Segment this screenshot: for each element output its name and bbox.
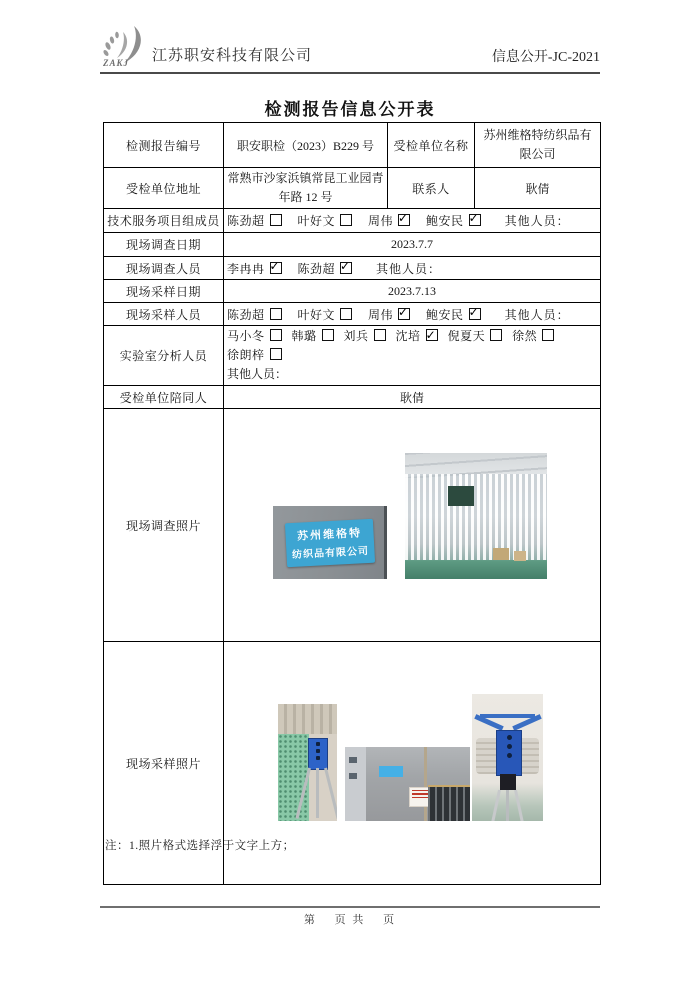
client-address-label: 受检单位地址 [104, 168, 224, 209]
escort-label: 受检单位陪同人 [104, 386, 224, 409]
row-sampling-date [104, 280, 601, 303]
window [349, 757, 357, 763]
person-name: 徐然 [512, 329, 538, 343]
person-name: 周伟 [368, 307, 394, 322]
person-name: 徐朗梓 [227, 348, 265, 362]
person-item [298, 212, 353, 229]
client-address-value: 常熟市沙家浜镇常昆工业园青年路 12 号 [224, 168, 388, 209]
tech-team-members [224, 209, 601, 233]
checkbox [426, 329, 438, 341]
checkbox [398, 214, 410, 226]
checkbox [270, 262, 282, 274]
other-personnel-label: 其他人员： [504, 307, 570, 322]
row-survey-staff [104, 257, 601, 280]
checkbox [469, 214, 481, 226]
person-item [426, 212, 481, 229]
barred-window [428, 785, 471, 821]
other-personnel-label: 其他人员： [227, 367, 288, 381]
row-survey-date [104, 233, 601, 257]
lab-staff-label: 实验室分析人员 [104, 326, 224, 386]
person-item [344, 327, 386, 346]
survey-date-label: 现场调查日期 [104, 233, 224, 257]
footnote: 注：1.照片格式选择浮于文字上方； [105, 840, 295, 852]
survey-photos-cell [224, 409, 601, 642]
logo-text: ZAKJ [103, 58, 130, 68]
company-sign [285, 519, 375, 568]
sign-text-line1: 苏州维格特 [296, 527, 363, 543]
blue-sign [379, 766, 403, 777]
tech-team-label: 技术服务项目组成员 [104, 209, 224, 233]
person-name: 叶好文 [297, 214, 336, 228]
background-machinery [278, 704, 337, 734]
sampling-photo-building-exterior [345, 747, 470, 821]
checkbox [322, 329, 334, 341]
checkbox [270, 308, 282, 320]
person-name: 鲍安民 [426, 214, 464, 228]
person-item [227, 327, 282, 346]
survey-staff-members [224, 257, 601, 280]
person-name: 刘兵 [343, 329, 369, 343]
tripod-leg [514, 790, 524, 821]
survey-photo-workshop [405, 453, 547, 579]
company-name: 江苏职安科技有限公司 [152, 48, 313, 64]
escort-value: 耿倩 [224, 386, 601, 409]
green-board [448, 486, 474, 506]
tripod-leg [316, 768, 319, 818]
checkbox [270, 348, 282, 360]
person-name: 鲍安民 [426, 307, 464, 322]
person-name: 倪夏天 [447, 329, 486, 343]
person-item [512, 327, 554, 346]
person-name: 陈劲超 [227, 307, 265, 322]
client-name-value: 苏州维格特纺织品有限公司 [475, 123, 601, 168]
contact-value: 耿倩 [475, 168, 601, 209]
checkbox [490, 329, 502, 341]
checkbox [270, 329, 282, 341]
tripod-leg [324, 768, 337, 819]
row-report-no [104, 123, 601, 168]
air-sampler-device [496, 730, 522, 776]
person-item [396, 327, 438, 346]
tripod-leg [491, 790, 501, 821]
air-sampler-device [308, 738, 328, 770]
page-title: 检测报告信息公开表 [264, 100, 436, 119]
survey-staff-label: 现场调查人员 [104, 257, 224, 280]
sampling-staff-label: 现场采样人员 [104, 303, 224, 326]
checkbox [340, 262, 352, 274]
person-name: 李冉冉 [227, 261, 265, 276]
report-no-value: 职安职检（2023）B229 号 [224, 123, 388, 168]
survey-photos-label: 现场调查照片 [104, 409, 224, 642]
window [349, 773, 357, 779]
sampling-date-value: 2023.7.13 [224, 280, 601, 303]
person-item [227, 260, 282, 277]
checkbox [340, 214, 352, 226]
row-tech-team [104, 209, 601, 233]
lab-staff-members [224, 326, 601, 386]
sign-text-line2: 纺织品有限公司 [291, 545, 370, 561]
checkbox [270, 214, 282, 226]
checkbox [398, 308, 410, 320]
person-item [448, 327, 503, 346]
checkbox [542, 329, 554, 341]
row-address [104, 168, 601, 209]
checkbox [374, 329, 386, 341]
row-sampling-staff [104, 303, 601, 326]
person-item [426, 306, 481, 323]
other-personnel-label: 其他人员： [504, 214, 570, 228]
survey-date-value: 2023.7.7 [224, 233, 601, 257]
plastic-strip-curtains [405, 474, 547, 560]
person-name: 叶好文 [297, 307, 336, 322]
person-item [292, 327, 334, 346]
person-name: 韩璐 [291, 329, 317, 343]
document-code: 信息公开-JC-2021 [491, 50, 600, 65]
person-name: 周伟 [368, 214, 394, 228]
sampling-photos-label: 现场采样照片 [104, 642, 224, 885]
carton-box [493, 548, 509, 560]
row-survey-photos [104, 409, 601, 642]
other-personnel-label: 其他人员： [376, 261, 442, 276]
sampling-photo-machine-indoor [278, 704, 337, 821]
survey-photo-company-sign [273, 506, 387, 579]
page-number-text: 第 页 共 页 [303, 914, 397, 926]
report-no-label: 检测报告编号 [104, 123, 224, 168]
row-lab-staff [104, 326, 601, 386]
wall-pipe [424, 747, 427, 821]
person-name: 马小冬 [227, 329, 265, 343]
person-item [368, 212, 410, 229]
header-divider [100, 72, 600, 74]
sampling-photo-knitting-machine [472, 694, 543, 821]
person-item [227, 306, 282, 323]
footer-divider [100, 906, 600, 908]
machine-frame [480, 714, 535, 718]
green-machine [278, 734, 309, 821]
checkbox [340, 308, 352, 320]
tripod-leg [506, 790, 509, 821]
row-escort [104, 386, 601, 409]
carton-box [514, 551, 526, 561]
person-item [368, 306, 410, 323]
person-item [227, 346, 282, 365]
tripod-head [500, 774, 516, 790]
person-item [227, 212, 282, 229]
contact-label: 联系人 [388, 168, 475, 209]
person-name: 沈培 [395, 329, 421, 343]
person-name: 陈劲超 [297, 261, 336, 276]
checkbox [469, 308, 481, 320]
sampling-date-label: 现场采样日期 [104, 280, 224, 303]
client-name-label: 受检单位名称 [388, 123, 475, 168]
person-item [298, 260, 353, 277]
person-name: 陈劲超 [227, 214, 265, 228]
person-item [298, 306, 353, 323]
wall-pole [384, 506, 387, 579]
sampling-staff-members [224, 303, 601, 326]
disclosure-form-table [103, 122, 601, 885]
